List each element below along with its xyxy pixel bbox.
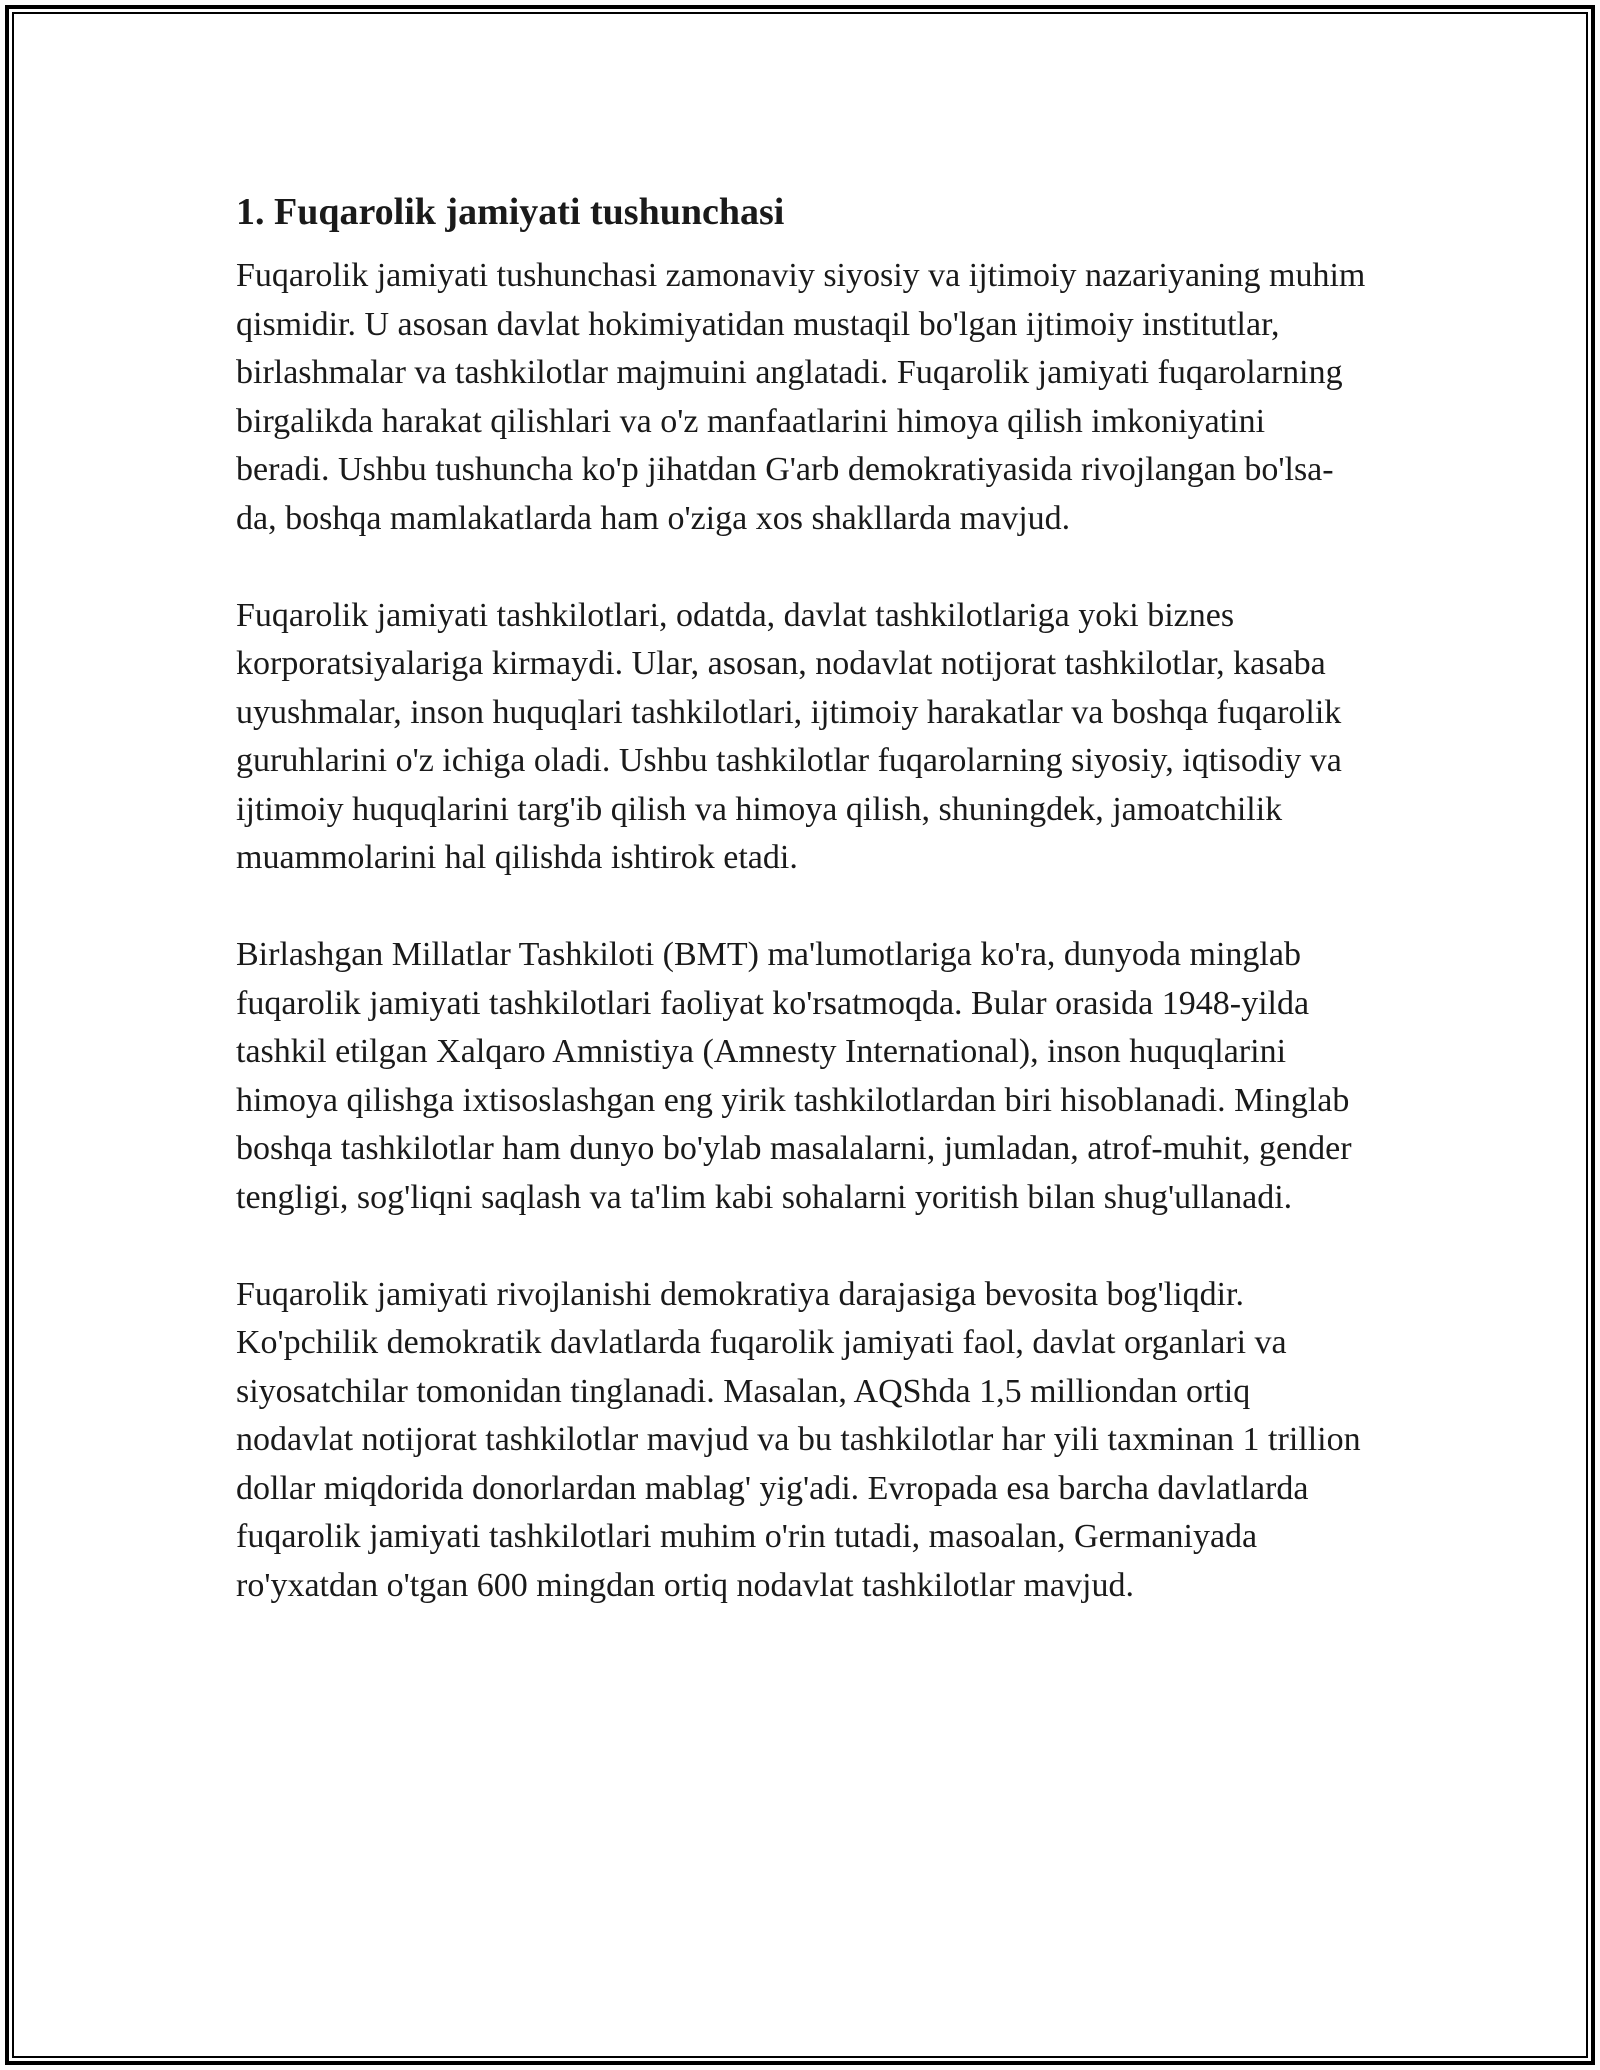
paragraph-2: Fuqarolik jamiyati tashkilotlari, odatda, davlat tashkilotlariga yoki biznes korporatsiyalariga kirmaydi. Ular, asosan, nodavlat notijorat tashkilotlar, kasaba uyushmalar, inson huquqlari tashkilotlari, ijtimoiy harakatlar va boshqa fuqarolik guruhlarini o'z ichiga oladi. Ushbu tashkilotlar fuqarolarning siyosiy, iqtisodiy va ijtimoiy huquqlarini targ'ib qilish va himoya qilish, shuningdek, jamoatchilik muammolarini hal qilishda ishtirok etadi. (236, 596, 1342, 876)
document-body (236, 188, 1366, 1659)
document-title: 1. Fuqarolik jamiyati tushunchasi (236, 191, 785, 233)
paragraph-3: Birlashgan Millatlar Tashkiloti (BMT) ma'lumotlariga ko'ra, dunyoda minglab fuqarolik jamiyati tashkilotlari faoliyat ko'rsatmoqda. Bular orasida 1948-yilda tashkil etilgan Xalqaro Amnistiya (Amnesty International), inson huquqlarini himoya qilishga ixtisoslashgan eng yirik tashkilotlardan biri hisoblanadi. Minglab boshqa tashkilotlar ham dunyo bo'ylab masalalarni, jumladan, atrof-muhit, gender tengligi, sog'liqni saqlash va ta'lim kabi sohalarni yoritish bilan shug'ullanadi. (236, 936, 1352, 1216)
paragraph-1: Fuqarolik jamiyati tushunchasi zamonaviy siyosiy va ijtimoiy nazariyaning muhim qismidir. U asosan davlat hokimiyatidan mustaqil bo'lgan ijtimoiy institutlar, birlashmalar va tashkilotlar majmuini anglatadi. Fuqarolik jamiyati fuqarolarning birgalikda harakat qilishlari va o'z manfaatlarini himoya qilish imkoniyatini beradi. Ushbu tushuncha ko'p jihatdan G'arb demokratiyasida rivojlangan bo'lsa-da, boshqa mamlakatlarda ham o'ziga xos shakllarda mavjud. (236, 257, 1366, 537)
paragraph-4: Fuqarolik jamiyati rivojlanishi demokratiya darajasiga bevosita bog'liqdir. Ko'pchilik demokratik davlatlarda fuqarolik jamiyati faol, davlat organlari va siyosatchilar tomonidan tinglanadi. Masalan, AQShda 1,5 milliondan ortiq nodavlat notijorat tashkilotlar mavjud va bu tashkilotlar har yili taxminan 1 trillion dollar miqdorida donorlardan mablag' yig'adi. Evropada esa barcha davlatlarda fuqarolik jamiyati tashkilotlari muhim o'rin tutadi, masoalan, Germaniyada ro'yxatdan o'tgan 600 mingdan ortiq nodavlat tashkilotlar mavjud. (236, 1275, 1361, 1604)
